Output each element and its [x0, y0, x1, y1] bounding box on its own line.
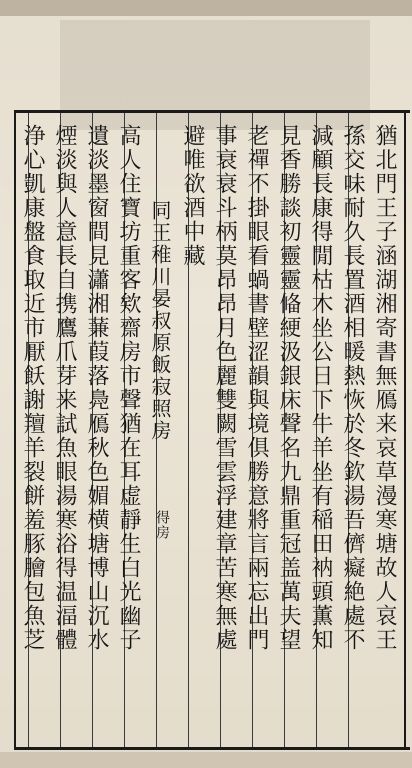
page-bottom-edge	[0, 752, 412, 768]
text-column-2: 孫交味耐久長置酒相暖熱恢於冬欽湯吾儕癡絶處不	[340, 124, 365, 652]
text-column-10: 遺淡墨窗間見瀟湘蒹葭落鳧鴈秋色媚横塘博山沉水	[84, 124, 109, 652]
text-column-12: 浄心凱康盤食取近市厭飫謝羶羊裂餅羞豚膾包魚芝	[20, 124, 45, 652]
text-column-11: 煙淡與人意長自携鷹爪芽来試魚眼湯寒浴得温湢體	[52, 124, 77, 652]
text-column-9: 高人住寶坊重客欸齋房市聲猶在耳虚靜生白光幽子	[116, 124, 141, 652]
text-column-3: 減顧長康得閒枯木坐公日下牛羊坐有稲田衲頭薫知	[308, 124, 333, 652]
margin-note: 得房	[154, 510, 170, 540]
text-column-7: 避唯欲酒中藏	[180, 124, 205, 268]
text-column-1: 猶北門王子涵湖湘寄書無鴈来哀草漫寒塘故人哀王	[372, 124, 397, 652]
text-column-5: 老禪不掛眼看蝸書壁涩韻與境俱勝意將言兩忘出門	[244, 124, 269, 652]
poem-title-column: 同王稚川晏叔原飯寂照房	[148, 200, 172, 442]
text-column-4: 見香勝談初靈靈偹綆汲銀床聲名九鼎重冠盖萬夫望	[276, 124, 301, 652]
frame-right-rule	[404, 113, 406, 747]
text-column-6: 事衰衰斗柄莫昂昂月色麗雙闕雪雲浮建章苦寒無處	[212, 124, 237, 652]
page-top-edge	[0, 0, 412, 16]
